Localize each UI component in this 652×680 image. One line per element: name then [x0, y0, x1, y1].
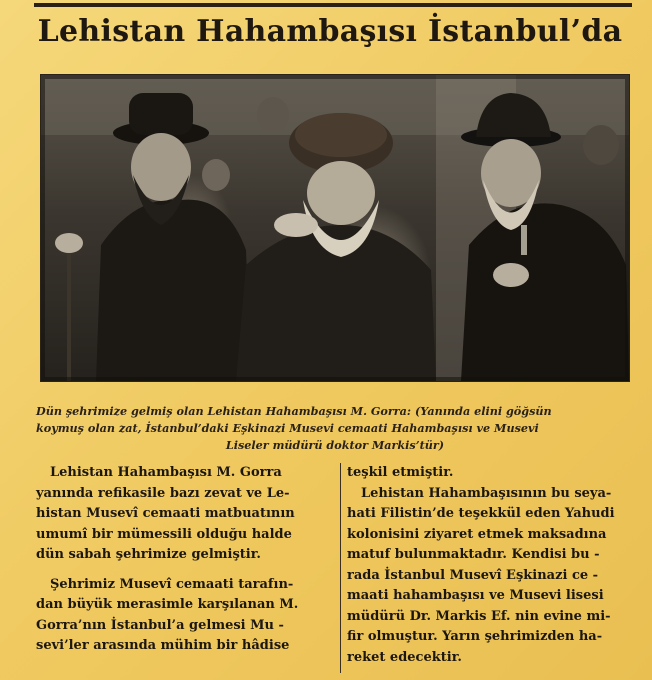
column-divider	[340, 463, 341, 673]
news-photo	[40, 74, 630, 382]
top-rule	[34, 3, 632, 7]
text-line: maati hahambaşısı ve Musevi lisesi	[347, 588, 604, 603]
article-column-right	[347, 463, 633, 668]
text-line: Lehistan Hahambaşısı M. Gorra	[50, 465, 282, 480]
text-line: matuf bulunmaktadır. Kendisi bu -	[347, 547, 600, 562]
text-line: reket edecektir.	[347, 649, 462, 665]
text-line: dan büyük merasimle karşılanan M.	[36, 597, 299, 612]
text-line: Şehrimiz Musevî cemaati tarafın-	[50, 576, 294, 592]
caption-line: koymuş olan zat, İstanbul’daki Eşkinazi Musevi cemaati Hahambaşısı ve Musevi	[36, 421, 539, 435]
caption-line: Liseler müdürü doktor Markis’tür)	[225, 438, 445, 452]
text-line: müdürü Dr. Markis Ef. nin evine mi-	[347, 608, 611, 624]
text-line: sevi’ler arasında mühim bir hâdise	[36, 638, 290, 653]
text-line: yanında refikasile bazı zevat ve Le-	[36, 485, 290, 501]
text-line: fir olmuştur. Yarın şehrimizden ha-	[347, 629, 603, 644]
text-line: kolonisini ziyaret etmek maksadına	[347, 526, 607, 542]
text-line: Gorra’nın İstanbul’a gelmesi Mu -	[36, 617, 284, 633]
text-line: Lehistan Hahambaşısının bu seya-	[361, 485, 612, 501]
text-line: histan Musevî cemaati matbuatının	[36, 506, 295, 521]
photo-figures	[41, 75, 629, 381]
text-line: teşkil etmiştir.	[347, 465, 454, 480]
article-column-left	[36, 463, 332, 657]
text-line: umumî bir mümessili olduğu halde	[36, 526, 292, 542]
headline: Lehistan Hahambaşısı İstanbul’da	[37, 14, 623, 49]
text-line: hati Filistin’de teşekkül eden Yahudi	[347, 506, 615, 521]
photo-caption	[36, 403, 634, 454]
text-line: rada İstanbul Musevî Eşkinazi ce -	[347, 567, 599, 583]
caption-line: Dün şehrimize gelmiş olan Lehistan Hahambaşısı M. Gorra: (Yanında elini göğsün	[36, 404, 552, 418]
text-line: dün sabah şehrimize gelmiştir.	[36, 547, 261, 562]
